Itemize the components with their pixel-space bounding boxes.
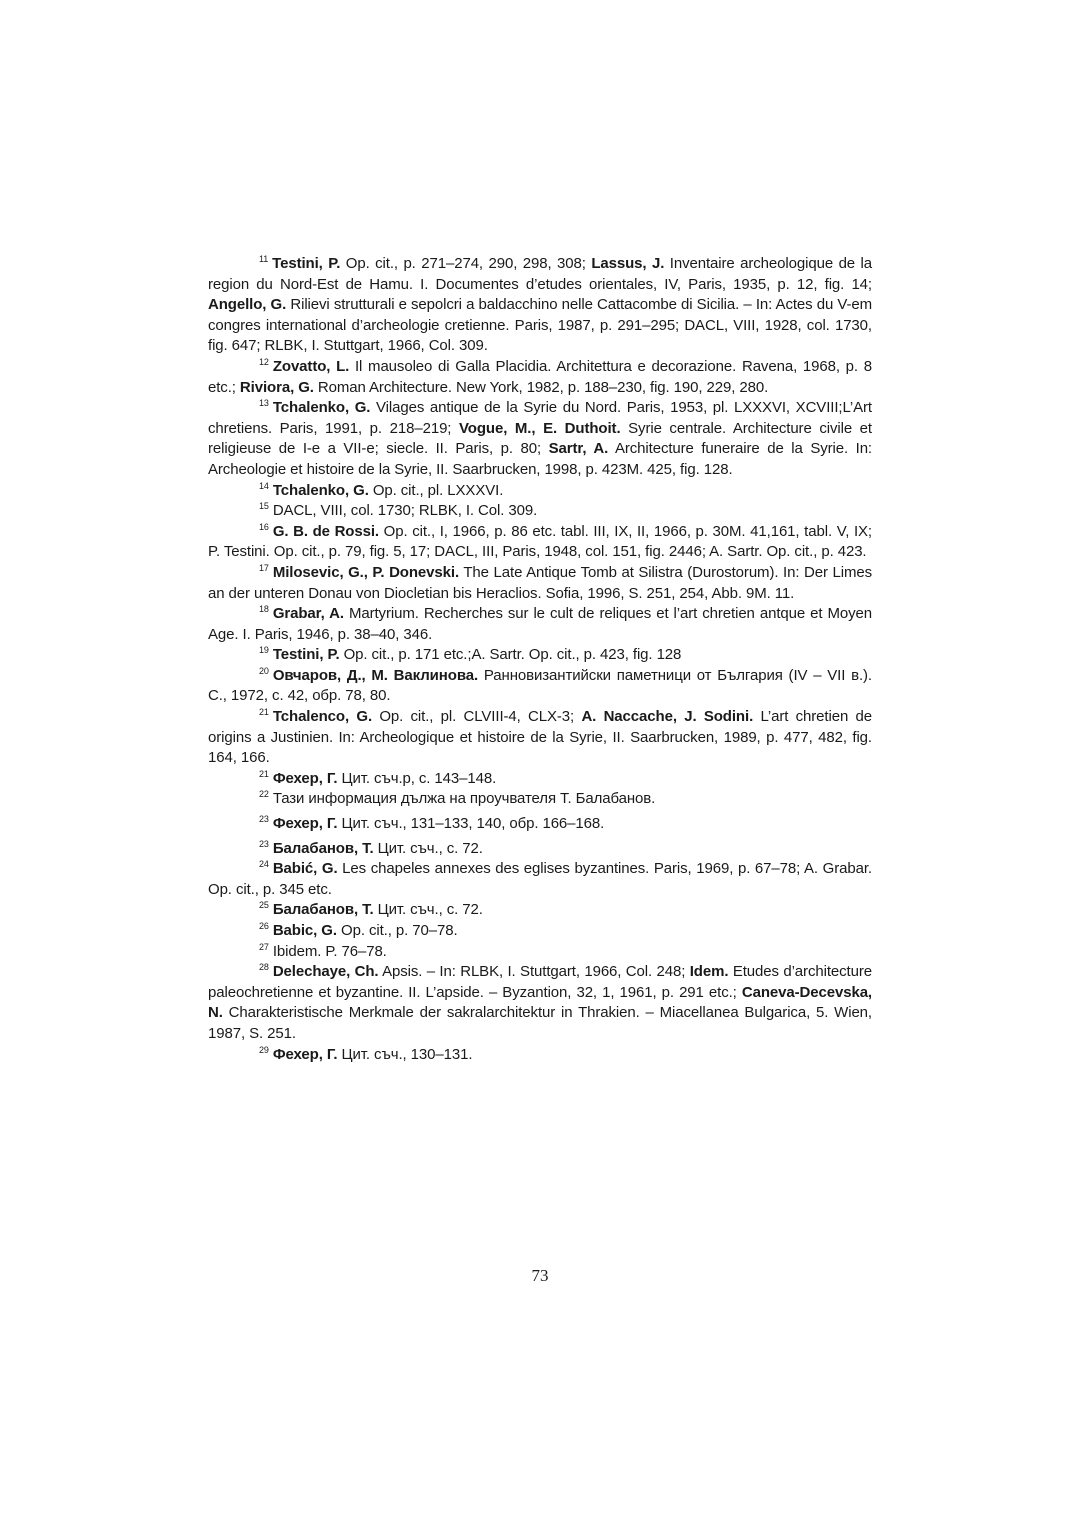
footnote-text: The Late Antique Tomb at Silistra (Durostorum). In: Der Limes an der unteren Donau von Diocletian bis Heraclios. Sofia, 1996, S. 251, 254, Abb. 9M. 11. (208, 563, 872, 602)
footnote-number: 18 (259, 604, 269, 615)
footnote-author: Idem. (689, 963, 729, 981)
footnote-text: Op. cit., p. 70–78. (336, 922, 458, 939)
footnote (208, 789, 872, 810)
footnote (208, 501, 872, 522)
footnote-text: Op. cit., pl. CLVIII-4, CLX-3; (372, 708, 582, 726)
footnote-text: Il mausoleo di Galla Placidia. Architettura e decorazione. Ravena, 1968, p. 8 etc.; (208, 357, 872, 396)
footnote-text: DACL, VIII, col. 1730; RLBK, I. Col. 309. (272, 502, 538, 520)
footnote-number: 23 (259, 838, 269, 849)
footnote-number: 21 (259, 707, 269, 718)
footnote (208, 921, 872, 942)
footnote-text: Тази информация дължа на проучвателя Т. Балабанов. (272, 790, 656, 808)
footnote-number: 14 (259, 480, 269, 491)
footnote-text: Цит. съч., 131–133, 140, обр. 166–168. (337, 815, 605, 833)
footnote (208, 481, 872, 502)
footnote-number: 15 (259, 501, 269, 512)
page-number: 73 (531, 1266, 549, 1285)
footnote (208, 859, 872, 900)
footnote-text: Цит. съч., с. 72. (373, 839, 483, 857)
footnote (208, 769, 872, 790)
footnote-author: Балабанов, Т. (272, 901, 374, 919)
footnote-text: Vilages antique de la Syrie du Nord. Paris, 1953, pl. LXXXVI, XCVIII;L’Art chretiens. Paris, 1991, p. 218–219; (208, 399, 872, 437)
footnote (208, 666, 872, 707)
footnote (208, 645, 872, 666)
footnote-author: Tchalenko, G. (272, 481, 369, 499)
footnote-author: Delechaye, Ch. (272, 963, 379, 981)
footnote-number: 12 (259, 356, 269, 367)
footnote-text: L’art chretien de origins a Justinien. In: Archeologique et histoire de la Syrie, II. Saarbrucken, 1989, p. 477, 482, fig. 164, 166. (208, 708, 872, 767)
footnote-number: 19 (259, 645, 269, 656)
footnote-author: A. Naccache, J. Sodini. (581, 708, 754, 726)
footnote-number: 29 (259, 1044, 269, 1055)
footnote-author: Tchalenko, G. (272, 399, 371, 417)
footnote-author: Testini, P. (272, 255, 341, 272)
footnote-author: Vogue, M., E. Duthoit. (459, 419, 621, 437)
footnote (208, 839, 872, 860)
footnote-text: Цит. съч.р, с. 143–148. (337, 769, 497, 787)
footnote (208, 707, 872, 769)
footnote-author: Grabar, A. (272, 605, 344, 623)
footnote-text: Цит. съч., с. 72. (373, 901, 483, 919)
footnote-text: Op. cit., pl. LXXXVI. (368, 481, 504, 499)
footnote-number: 13 (259, 398, 269, 409)
footnote-number: 24 (259, 859, 269, 870)
footnote (208, 814, 872, 835)
footnote-author: G. B. de Rossi. (272, 522, 379, 540)
footnote-text: Les chapeles annexes des eglises byzantines. Paris, 1969, p. 67–78; A. Grabar. Op. cit., p. 345 etc. (208, 860, 872, 898)
footnote-author: Tchalenco, G. (272, 708, 373, 726)
footnote-text: Ранновизантийски паметници от България (IV – VII в.). С., 1972, с. 42, обр. 78, 80. (208, 666, 873, 705)
footnote-author: Milosevic, G., P. Donevski. (272, 563, 460, 581)
footnote-author: Овчаров, Д., М. Ваклинова. (272, 666, 479, 684)
footnote-author: Angello, G. (208, 296, 287, 314)
footnote-text: Op. cit., p. 271–274, 290, 298, 308; (340, 255, 592, 272)
footnote-number: 21 (259, 768, 269, 779)
footnote-number: 17 (259, 562, 269, 573)
footnote (208, 962, 872, 1044)
footnote-number: 28 (259, 962, 269, 973)
footnote-author: Фехер, Г. (272, 769, 338, 787)
footnote-author: Caneva-Decevska, N. (208, 983, 872, 1022)
footnote-text: Inventaire archeologique de la region du Nord-Est de Hamu. I. Documentes d’etudes orientales, IV, Paris, 1935, p. 12, fig. 14; (208, 255, 873, 293)
footnote-text: Op. cit., p. 171 etc.;A. Sartr. Op. cit., p. 423, fig. 128 (339, 646, 682, 664)
footnote (208, 563, 872, 604)
footnote-number: 11 (259, 254, 269, 264)
footnote-text: Martyrium. Recherches sur le cult de reliques et l’art chretien antque et Moyen Age. I. Paris, 1946, p. 38–40, 346. (208, 605, 873, 643)
footnote (208, 900, 872, 921)
footnote-number: 16 (259, 521, 269, 532)
footnote-number: 23 (259, 814, 269, 825)
footnote (208, 522, 872, 563)
footnote-author: Zovatto, L. (272, 357, 350, 375)
footnote-text: Charakteristische Merkmale der sakralarchitektur in Thrakien. – Miacellanea Bulgarica, 5. Wien, 1987, S. 251. (208, 1004, 872, 1042)
footnote-author: Testini, P. (272, 646, 340, 664)
footnote-author: Babic, G. (272, 922, 337, 939)
footnote (208, 604, 872, 645)
footnote-author: Sartr, A. (548, 440, 609, 458)
footnote (208, 254, 872, 357)
footnote-text: Syrie centrale. Architecture civile et religieuse de I-e a VII-e; siecle. II. Paris, p. 80; (208, 419, 872, 458)
footnote (208, 398, 872, 480)
footnote-author: Балабанов, Т. (272, 839, 374, 857)
footnote-text: Цит. съч., 130–131. (337, 1045, 473, 1063)
footnote-text: Apsis. – In: RLBK, I. Stuttgart, 1966, Col. 248; (378, 963, 690, 981)
footnote-text: Architecture funeraire de la Syrie. In: Archeologie et histoire de la Syrie, II. Saarbrucken, 1998, p. 423M. 425, fig. 128. (208, 440, 873, 478)
footnote-number: 20 (259, 665, 269, 676)
footnote (208, 357, 872, 398)
footnote-author: Фехер, Г. (272, 1045, 338, 1063)
footnote (208, 1045, 872, 1066)
footnote-number: 26 (259, 921, 269, 931)
footnote-author: Riviora, G. (239, 378, 314, 396)
footnote-author: Фехер, Г. (272, 815, 338, 833)
footnote-number: 27 (259, 941, 269, 952)
footnote-number: 22 (259, 789, 269, 800)
footnote-author: Babić, G. (272, 860, 338, 878)
footnote-text: Roman Architecture. New York, 1982, p. 188–230, fig. 190, 229, 280. (313, 378, 769, 396)
footnotes-block (208, 254, 872, 1065)
footnote-text: Etudes d’architecture paleochretienne et byzantine. II. L’apside. – Byzantion, 32, 1, 1961, p. 291 etc.; (208, 963, 872, 1001)
footnote-number: 25 (259, 900, 269, 911)
footnote-text: Ibidem. P. 76–78. (272, 942, 387, 960)
footnote-author: Lassus, J. (591, 255, 665, 272)
footnote (208, 942, 872, 963)
footnote-text: Rilievi strutturali e sepolcri a baldacchino nelle Cattacombe di Sicilia. – In: Actes du V-em congres international d’archeologie cretienne. Paris, 1987, p. 291–295; DACL, VIII, 1928, col. 1730, fig. 647; RLBK, I. Stuttgart, 1966, Col. 309. (208, 296, 872, 355)
footnote-text: Op. cit., I, 1966, p. 86 etc. tabl. III, IX, II, 1966, p. 30M. 41,161, tabl. V, IX; P. Testini. Op. cit., p. 79, fig. 5, 17; DACL, III, Paris, 1948, col. 151, fig. 2446; A. Sartr. Op. cit., p. 423. (208, 522, 872, 561)
